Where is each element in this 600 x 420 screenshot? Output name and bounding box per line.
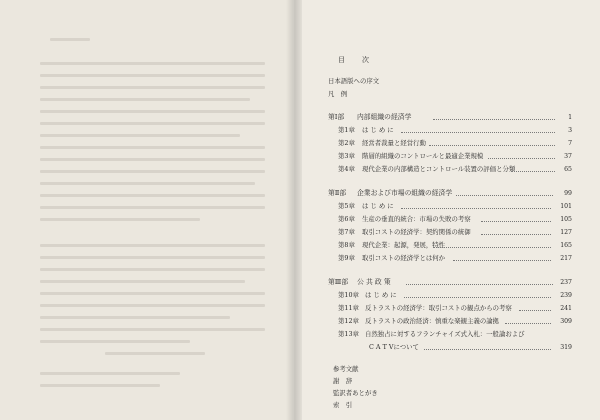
- dot-leader: [404, 297, 551, 298]
- part-title: 内部組織の経済学: [357, 113, 412, 121]
- chapter-number: 第8章: [338, 241, 355, 249]
- dot-leader: [481, 221, 551, 222]
- chapter-title: 反トラストの政治経済：慎重な楽観主義の論拠: [365, 317, 500, 325]
- page-number: 65: [564, 166, 572, 173]
- page-number: 105: [560, 216, 572, 223]
- part-title: 公 共 政 策: [357, 278, 391, 286]
- dot-leader: [505, 323, 551, 324]
- chapter-number: 第1章: [338, 126, 355, 134]
- page-number: 99: [564, 190, 572, 197]
- chapter-number: 第6章: [338, 215, 355, 223]
- table-of-contents: [293, 0, 600, 420]
- toc-back-item: 謝 辞: [333, 377, 353, 385]
- chapter-number: 第12章: [338, 317, 359, 325]
- page-number: 101: [560, 203, 572, 210]
- chapter-number: 第3章: [338, 152, 355, 160]
- chapter-number: 第2章: [338, 139, 355, 147]
- dot-leader: [456, 195, 553, 196]
- page-number: 1: [568, 114, 572, 121]
- chapter-title: 取引コストの経済学：契約関係の統御: [362, 228, 471, 236]
- chapter-number: 第7章: [338, 228, 355, 236]
- page-number: 37: [564, 153, 572, 160]
- page-number: 241: [560, 305, 572, 312]
- toc-back-item: 監訳者あとがき: [333, 389, 378, 397]
- part-number: 第Ⅲ部: [328, 278, 349, 286]
- chapter-number: 第5章: [338, 202, 355, 210]
- page-number: 127: [560, 229, 572, 236]
- page-number: 319: [560, 344, 572, 351]
- part-number: 第Ⅰ部: [328, 113, 345, 121]
- toc-front-item: 日本語版への序文: [328, 77, 380, 85]
- dot-leader: [401, 208, 551, 209]
- chapter-number: 第9章: [338, 254, 355, 262]
- chapter-number: 第4章: [338, 165, 355, 173]
- page-number: 237: [560, 279, 572, 286]
- chapter-title: 階層的組織のコントロールと最適企業規模: [362, 152, 484, 160]
- dot-leader: [433, 119, 555, 120]
- dot-leader: [453, 260, 551, 261]
- dot-leader: [401, 132, 555, 133]
- chapter-title: 生産の垂直的統合：市場の失敗の考察: [362, 215, 471, 223]
- left-page: [0, 0, 293, 420]
- page-number: 217: [560, 255, 572, 262]
- page-number: 309: [560, 318, 572, 325]
- page-number: 3: [568, 127, 572, 134]
- chapter-title: は じ め に: [365, 291, 397, 299]
- chapter-title: 現代企業の内部構造とコントロール装置の評価と分類: [362, 165, 516, 173]
- dot-leader: [406, 284, 553, 285]
- toc-title: 目 次: [338, 56, 374, 64]
- chapter-title: 自然独占に対するフランチャイズ式入札：一般論および: [365, 330, 525, 338]
- dot-leader: [481, 234, 551, 235]
- chapter-number: 第11章: [338, 304, 359, 312]
- chapter-title: 取引コストの経済学とは何か: [362, 254, 446, 262]
- dot-leader: [424, 349, 551, 350]
- page-number: 239: [560, 292, 572, 299]
- toc-back-item: 参考文献: [333, 365, 359, 373]
- part-number: 第Ⅱ部: [328, 189, 347, 197]
- dot-leader: [519, 310, 551, 311]
- chapter-title: 経営者裁量と経営行動: [362, 139, 426, 147]
- chapter-number: 第13章: [338, 330, 359, 338]
- part-title: 企業および市場の組織の経済学: [357, 189, 453, 197]
- chapter-title: 反トラストの経済学：取引コストの観点からの考察: [365, 304, 512, 312]
- chapter-title: は じ め に: [362, 126, 394, 134]
- chapter-title: は じ め に: [362, 202, 394, 210]
- chapter-title: 現代企業：起源，発展，特性: [362, 241, 446, 249]
- page-number: 7: [568, 140, 572, 147]
- chapter-number: 第10章: [338, 291, 359, 299]
- toc-back-item: 索 引: [333, 401, 353, 409]
- dot-leader: [511, 171, 555, 172]
- dot-leader: [429, 145, 555, 146]
- dot-leader: [433, 247, 551, 248]
- chapter-title-continuation: C A T Vについて: [369, 343, 419, 351]
- dot-leader: [488, 158, 555, 159]
- page-number: 165: [560, 242, 572, 249]
- toc-front-item: 凡 例: [328, 90, 348, 98]
